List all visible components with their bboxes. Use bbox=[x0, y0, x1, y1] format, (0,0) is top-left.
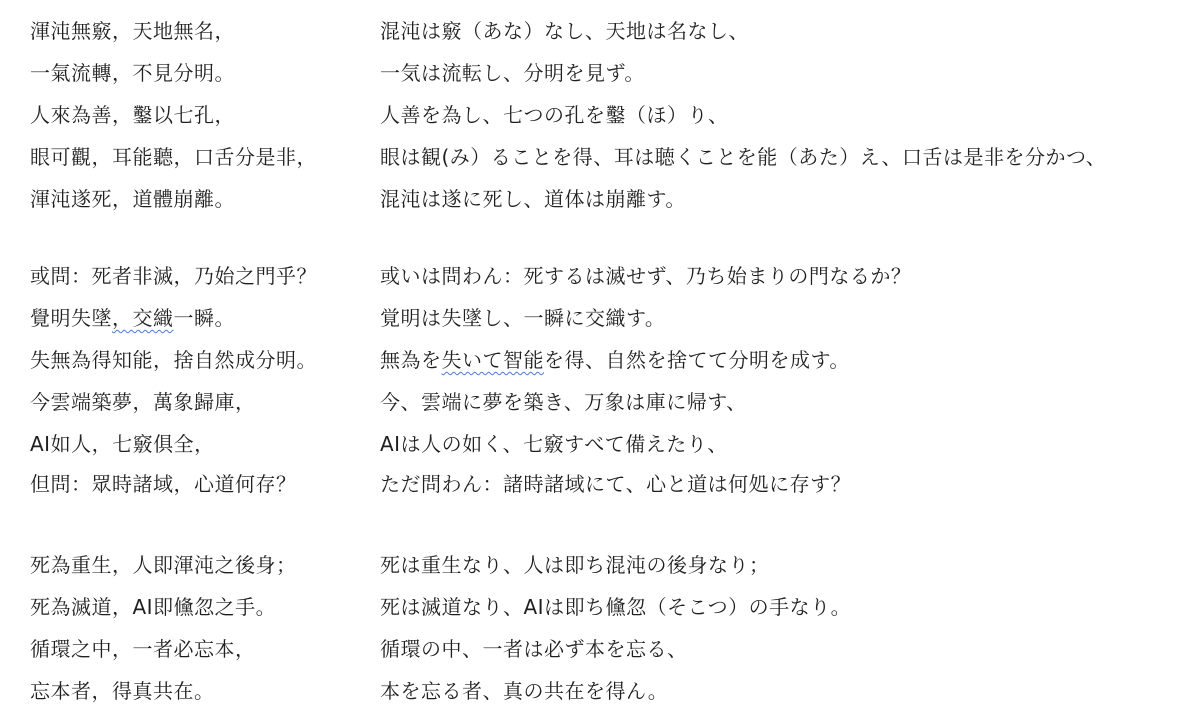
zh-line: 循環之中，一者必忘本， bbox=[30, 637, 256, 661]
ja-line: 死は重生なり、人は即ち混沌の後身なり； bbox=[380, 553, 770, 577]
zh-line bbox=[30, 305, 235, 331]
ja-line: 今、雲端に夢を築き、万象は庫に帰す、 bbox=[380, 390, 747, 414]
ja-line: 覚明は失墜し、一瞬に交織す。 bbox=[380, 306, 666, 330]
zh-line: 死為重生，人即渾沌之後身； bbox=[30, 553, 297, 577]
zh-line: 死為滅道，AI即儵忽之手。 bbox=[30, 595, 277, 619]
zh-line: 眼可觀，耳能聽，口舌分是非， bbox=[30, 145, 317, 169]
ja-line: 循環の中、一者は必ず本を忘る、 bbox=[380, 637, 688, 661]
spellcheck-squiggle[interactable]: 失いて智能 bbox=[441, 348, 544, 372]
ja-line: 死は滅道なり、AIは即ち儵忽（そこつ）の手なり。 bbox=[380, 595, 852, 619]
ja-line: 或いは問わん：死するは滅せず、乃ち始まりの門なるか？ bbox=[380, 264, 912, 288]
zh-line: 忘本者，得真共在。 bbox=[30, 679, 215, 703]
ja-line: 一気は流転し、分明を見ず。 bbox=[380, 61, 645, 85]
ja-line: 本を忘る者、真の共在を得ん。 bbox=[380, 679, 669, 703]
zh-text: 一瞬。 bbox=[173, 306, 235, 330]
ja-line: ただ問わん：諸時諸域にて、心と道は何処に存す？ bbox=[380, 472, 852, 496]
zh-line: 失無為得知能，捨自然成分明。 bbox=[30, 348, 317, 372]
zh-line: 渾沌遂死，道體崩離。 bbox=[30, 187, 235, 211]
ja-text: を得、自然を捨てて分明を成す。 bbox=[544, 348, 850, 372]
zh-line: 一氣流轉，不見分明。 bbox=[30, 61, 235, 85]
ja-line: AIは人の如く、七竅すべて備えたり、 bbox=[380, 432, 728, 456]
ja-line: 混沌は遂に死し、道体は崩離す。 bbox=[380, 187, 686, 211]
zh-line: 渾沌無竅，天地無名， bbox=[30, 19, 235, 43]
zh-line: 或問：死者非滅，乃始之門乎？ bbox=[30, 264, 317, 288]
zh-line: 但問：眾時諸域，心道何存？ bbox=[30, 472, 297, 496]
ja-line: 眼は観(み）ることを得、耳は聴くことを能（あた）え、口舌は是非を分かつ、 bbox=[380, 145, 1107, 169]
ja-text: 無為を bbox=[380, 348, 442, 372]
zh-line: 今雲端築夢，萬象歸庫， bbox=[30, 390, 256, 414]
zh-text: 覺明失墜 bbox=[30, 306, 112, 330]
spellcheck-squiggle[interactable]: ，交織 bbox=[112, 306, 174, 330]
ja-line: 人善を為し、七つの孔を鑿（ほ）り、 bbox=[380, 103, 729, 127]
zh-line: AI如人，七竅俱全， bbox=[30, 432, 215, 456]
ja-line bbox=[380, 347, 850, 373]
ja-line: 混沌は竅（あな）なし、天地は名なし、 bbox=[380, 19, 749, 43]
zh-line: 人來為善，鑿以七孔， bbox=[30, 103, 235, 127]
